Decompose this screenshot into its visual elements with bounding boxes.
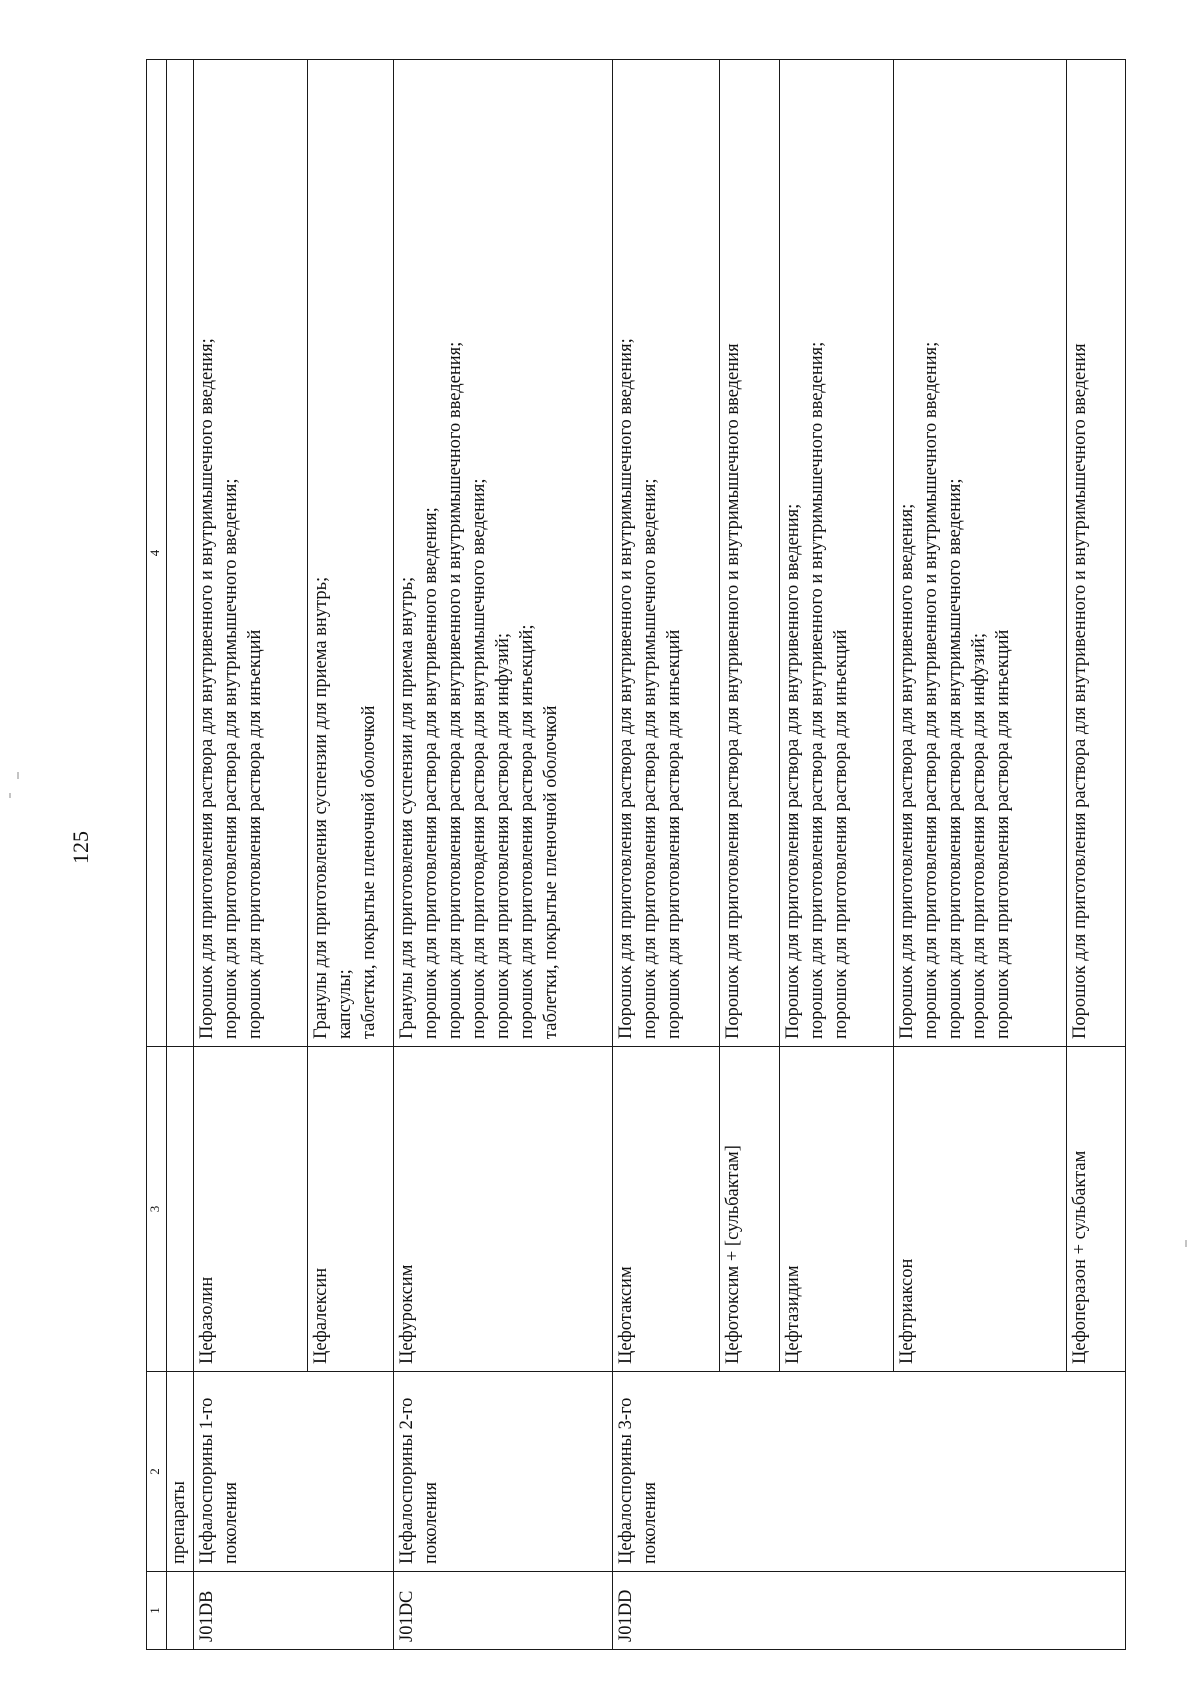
dosage-form-line: Порошок для приготовления раствора для внутривенного и внутримышечного введения; (615, 338, 636, 1039)
dosage-form-line: Порошок для приготовления раствора для внутривенного введения; (782, 503, 803, 1039)
dosage-form-line: Порошок для приготовления раствора для внутривенного и внутримышечного введения (1069, 343, 1090, 1039)
dosage-form-line: порошок для приготовления раствора для инъекций (992, 629, 1013, 1039)
dosage-form-line: капсулы; (335, 969, 356, 1039)
drug-name: Цефтриаксон (893, 1047, 1066, 1372)
dosage-form-line: порошок для приготовления раствора для инфузий; (492, 633, 513, 1039)
drug-name: Цефазолин (194, 1047, 308, 1372)
dosage-form-line: порошок для приготовления раствора для внутривенного и внутримышечного введения; (806, 341, 827, 1039)
drug-name: Цефотаксим (612, 1047, 719, 1372)
dosage-form-line: порошок для приготовления раствора для внутримышечного введения; (221, 478, 242, 1039)
drug-name: Цефоперазон + сульбактам (1066, 1047, 1125, 1372)
atc-code: J01DB (194, 1572, 394, 1650)
dosage-form-line: порошок для приготовления раствора для внутривенного введения; (420, 507, 441, 1039)
dosage-form-line: порошок для приготовления раствора для внутривенного и внутримышечного введения; (444, 341, 465, 1039)
dosage-form-line: порошок для приготовления раствора для инъекций (245, 629, 266, 1039)
drug-name: Цефотоксим + [сульбактам] (720, 1047, 779, 1372)
dosage-form-line: таблетки, покрытые пленочной оболочкой (540, 705, 561, 1039)
dosage-form-line: Гранулы для приготовления суспензии для приема внутрь; (396, 576, 417, 1039)
dosage-form-line: порошок для приготовления раствора для внутримышечного введения; (944, 478, 965, 1039)
page-number: 125 (68, 831, 93, 864)
dosage-form-line: порошок для приготовления раствора для инъекций (830, 629, 851, 1039)
dosage-form-line: таблетки, покрытые пленочной оболочкой (359, 705, 380, 1039)
dosage-form-line: Порошок для приготовления раствора для внутривенного и внутримышечного введения (723, 343, 744, 1039)
drug-group: Цефалоспорины 3-го поколения (612, 1372, 1125, 1572)
drug-name: Цефуроксим (393, 1047, 612, 1372)
dosage-form-line: порошок для приготовдения раствора для внутримышечного введения; (468, 478, 489, 1039)
col-number-2: 2 (147, 1372, 167, 1572)
dosage-form-line: Порошок для приготовления раствора для внутривенного и внутримышечного введения; (197, 338, 218, 1039)
dosage-form-line: Гранулы для приготовления суспензии для приема внутрь; (311, 576, 332, 1039)
atc-code: J01DC (393, 1572, 612, 1650)
drug-name: Цефалексин (308, 1047, 394, 1372)
dosage-form-line: порошок для приготовления раствора для инъекций; (516, 624, 537, 1039)
col-number-3: 3 (147, 1047, 167, 1372)
col-number-4: 4 (147, 60, 167, 1047)
drug-group: Цефалоспорины 1-го поколения (194, 1372, 394, 1572)
drug-name: Цефтазидим (779, 1047, 893, 1372)
atc-code: J01DD (612, 1572, 1125, 1650)
dosage-form-line: порошок для приготовления раствора для внутримышечного введения; (639, 478, 660, 1039)
continuation-group-cell: препараты (166, 1372, 193, 1572)
dosage-form-line: порошок для приготовления раствора для инъекций (664, 629, 684, 1039)
dosage-form-line: порошок для приготовления раствора для инфузий; (968, 633, 989, 1039)
col-number-1: 1 (147, 1572, 167, 1650)
dosage-form-line: Порошок для приготовления раствора для внутривенного введения; (896, 503, 917, 1039)
dosage-form-line: порошок для приготовления раствора для внутривенного и внутримышечного введения; (920, 341, 941, 1039)
drug-group: Цефалоспорины 2-го поколения (393, 1372, 612, 1572)
